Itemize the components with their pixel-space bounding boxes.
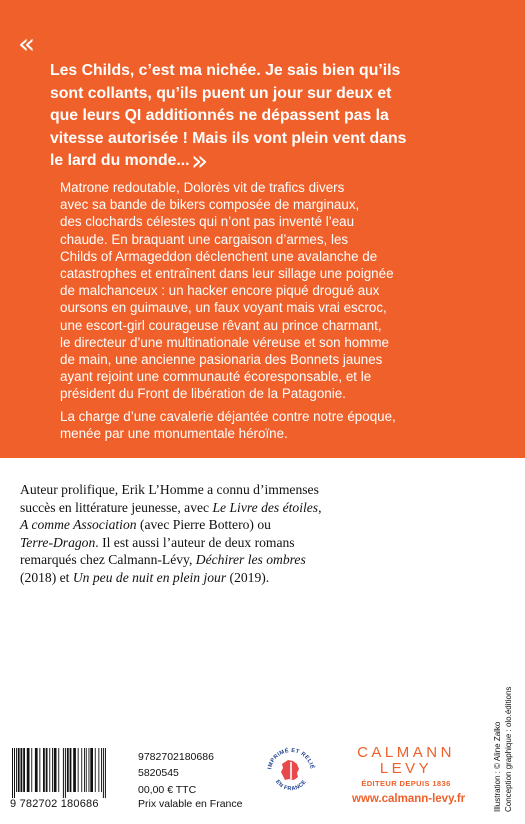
barcode-bar [81, 748, 82, 792]
barcode-bar [39, 748, 40, 792]
closing-paragraph [60, 408, 500, 442]
quote-line: Les Childs, c’est ma nichée. Je sais bien qu’ils [50, 62, 401, 79]
summary-line: catastrophes et entraînent dans leur sillage une poignée [60, 266, 394, 282]
book-title: Terre-Dragon [20, 534, 96, 550]
book-title: Le Livre des étoiles [212, 499, 319, 515]
author-line: A comme Association (avec Pierre Bottero) ou [20, 517, 271, 533]
barcode-bar [16, 748, 17, 792]
price-note: Prix valable en France [138, 798, 243, 810]
barcode-bar [23, 748, 25, 792]
summary-line: des clochards célestes qui n’ont pas inventé l’eau [60, 214, 355, 230]
publisher-name-line2: LEVY [379, 760, 433, 777]
barcode-bar [14, 748, 15, 798]
barcode-bar [31, 748, 32, 792]
made-in-france-badge [262, 742, 320, 800]
summary-line: le directeur d’une multinationale véreuse et son homme [60, 334, 389, 350]
barcode-bar [78, 748, 79, 792]
barcode-bar [89, 748, 90, 792]
author-line: (2018) et Un peu de nuit en plein jour (2019). [20, 569, 270, 585]
summary-line: ayant rejoint une communauté écoresponsable, et le [60, 369, 372, 385]
barcode-bar [98, 748, 99, 792]
barcode-bar [35, 748, 38, 792]
barcode-bar [18, 748, 20, 792]
summary-line: de main, une ancienne pasionaria des Bonnets jaunes [60, 352, 383, 368]
book-title: Déchirer les ombres [195, 552, 306, 568]
summary-line: avec sa bande de bikers composée de marginaux, [60, 197, 360, 213]
barcode-bars [10, 748, 135, 798]
publisher-name-line1: CALMANN [357, 744, 455, 761]
quote-line: vitesse autorisée ! Mais ils vont plein vent dans [50, 129, 407, 147]
summary-line: président du Front de libération de la Patagonie. [60, 386, 346, 402]
barcode-bar [65, 748, 66, 798]
closing-line: menée par une monumentale héroïne. [60, 426, 288, 442]
barcode-bar [70, 748, 72, 792]
quote-line: que leurs QI additionnés ne dépassent pas la [50, 107, 389, 124]
barcode-bar [103, 748, 104, 798]
design-credit: Conception graphique : olo.éditions [504, 686, 513, 812]
summary-line: chaude. En braquant une cargaison d’armes, les [60, 231, 349, 247]
product-code: 5820545 [138, 767, 179, 779]
barcode-bar [27, 748, 30, 792]
barcode-bar [73, 748, 76, 792]
barcode-bar [63, 748, 64, 798]
barcode-bar [54, 748, 57, 792]
quote-line: sont collants, qu’ils puent un jour sur deux et [50, 84, 392, 102]
publisher-tagline: ÉDITEUR DEPUIS 1836 [361, 779, 451, 788]
publisher-url: www.calmann-levy.fr [352, 793, 466, 805]
isbn-info [138, 749, 214, 781]
summary-line: Matrone redoutable, Dolorès vit de trafics divers [60, 180, 345, 195]
summary-line: Childs of Armageddon déclenchent une avalanche de [60, 248, 378, 264]
barcode-bar [52, 748, 53, 792]
barcode-bar [49, 748, 50, 792]
publisher-logo [356, 745, 456, 790]
badge-top-text: IMPRIMÉ ET RELIÉ [267, 747, 315, 770]
made-in-france-logo [262, 742, 320, 800]
barcode-bar [46, 748, 48, 792]
barcode [10, 748, 135, 803]
barcode-bar [12, 748, 13, 798]
closing-quote-mark: » [191, 144, 209, 177]
credits [492, 687, 514, 812]
summary-line: une escort-girl courageuse rêvant au prince charmant, [60, 317, 382, 333]
price-info [138, 783, 242, 811]
barcode-bar [95, 748, 96, 792]
opening-quote-mark: « [18, 27, 36, 60]
book-title: Un peu de nuit en plein jour [72, 569, 227, 585]
barcode-bar [43, 748, 45, 792]
book-title: A comme Association [20, 517, 137, 533]
summary-line: oursons en guimauve, un faux voyant mais vrai escroc, [60, 300, 387, 316]
author-bio [20, 481, 460, 587]
barcode-bar [105, 748, 106, 798]
author-line: succès en littérature jeunesse, avec Le Livre des étoiles, [20, 499, 322, 515]
barcode-bar [101, 748, 102, 792]
closing-line: La charge d’une cavalerie déjantée contre notre époque, [60, 409, 396, 424]
barcode-bar [21, 748, 23, 792]
summary-paragraph [60, 179, 500, 403]
france-map-icon [281, 760, 299, 780]
author-line: remarqués chez Calmann-Lévy, Déchirer les ombres [20, 552, 306, 568]
barcode-bar [67, 748, 69, 792]
barcode-bar [84, 748, 85, 792]
ean-number: 9782702180686 [138, 751, 214, 763]
quote-line: le lard du monde... [50, 152, 190, 169]
barcode-bar [86, 748, 87, 792]
author-line: Auteur prolifique, Erik L’Homme a connu d’immenses [20, 482, 319, 497]
pull-quote [50, 60, 500, 177]
barcode-bar [90, 748, 93, 792]
price-amount: 00,00 € TTC [138, 784, 197, 796]
summary-line: de malchanceux : un hacker encore piqué drogué aux [60, 283, 380, 299]
barcode-digits: 9 782702 180686 [10, 798, 99, 810]
badge-bottom-text: EN FRANCE [274, 779, 308, 793]
illustration-credit: Illustration : © Aline Zalko [493, 721, 502, 812]
svg-text:EN FRANCE [274, 779, 308, 792]
barcode-bar [58, 748, 59, 792]
author-line: Terre-Dragon. Il est aussi l’auteur de deux romans [20, 534, 295, 550]
